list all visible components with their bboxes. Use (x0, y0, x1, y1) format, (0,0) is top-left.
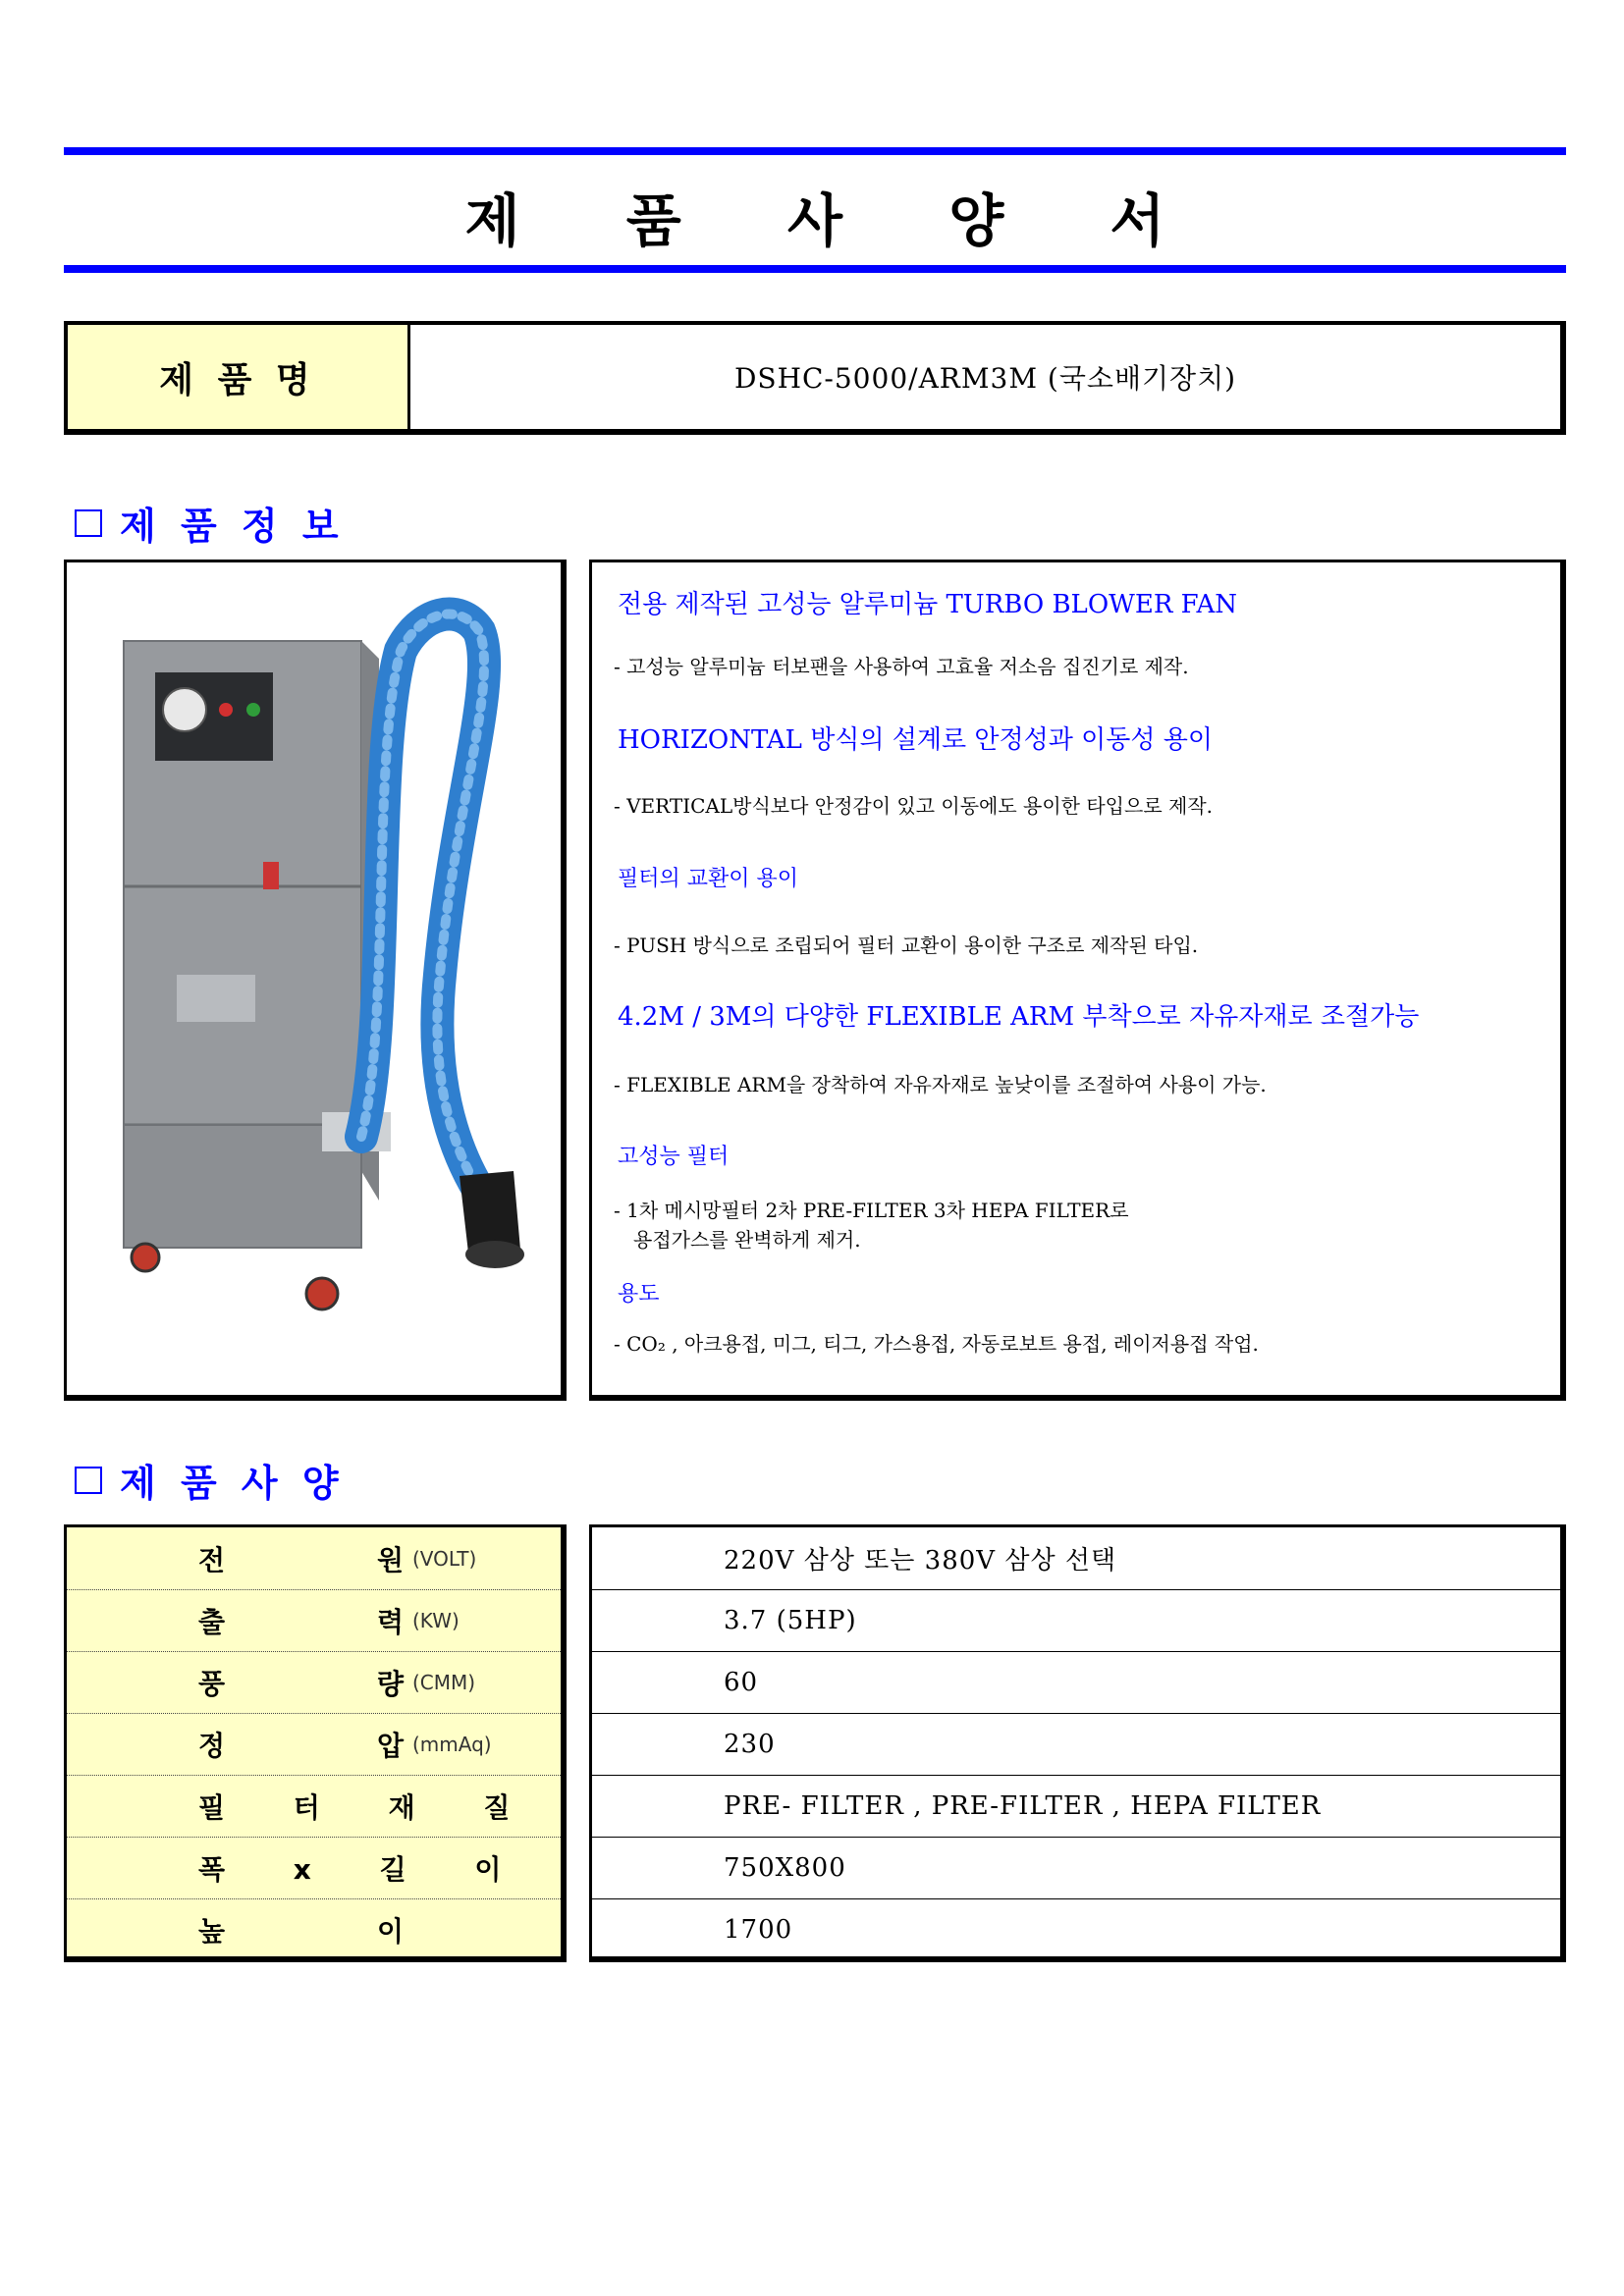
spec-label-char: 원 (377, 1543, 405, 1576)
spec-label-char: 풍 (198, 1667, 226, 1700)
product-name-value: DSHC-5000/ARM3M (국소배기장치) (733, 362, 1237, 395)
spec-label-char: 력 (377, 1605, 405, 1638)
product-photo-frame (64, 560, 567, 1401)
info-heading-2: HORIZONTAL 방식의 설계로 안정성과 이동성 용이 (618, 725, 1213, 755)
info-heading-1: 전용 제작된 고성능 알루미늄 TURBO BLOWER FAN (618, 590, 1237, 619)
spec-label: 폭 x 길 이 (198, 1852, 531, 1886)
section-product-info (75, 496, 345, 550)
info-desc-2: - VERTICAL방식보다 안정감이 있고 이동에도 용이한 타입으로 제작. (614, 794, 1213, 818)
spec-row (67, 1713, 561, 1776)
spec-value: 1700 (724, 1914, 793, 1945)
spec-unit: (KW) (412, 1608, 460, 1632)
spec-label-char: 출 (198, 1605, 226, 1638)
info-desc-4: - FLEXIBLE ARM을 장착하여 자유자재로 높낮이를 조절하여 사용이 가능. (614, 1073, 1267, 1096)
spec-label-char: 량 (377, 1667, 405, 1700)
spec-label: 필 터 재 질 (198, 1790, 540, 1824)
spec-row (67, 1837, 561, 1899)
spec-unit: (VOLT) (412, 1546, 477, 1571)
spec-value-row (592, 1713, 1560, 1776)
spec-value-row (592, 1589, 1560, 1652)
spec-row (67, 1527, 561, 1590)
section-title: 제 품 정 보 (120, 505, 345, 548)
section-title: 제 품 사 양 (120, 1462, 345, 1505)
info-desc-1: - 고성능 알루미늄 터보팬을 사용하여 고효율 저소음 집진기로 제작. (614, 655, 1189, 678)
spec-label-char: 정 (198, 1729, 226, 1762)
document-title: 제 품 사 양 서 (464, 187, 1209, 254)
info-desc-6: - CO₂ , 아크용접, 미그, 티그, 가스용접, 자동로보트 용접, 레이저용접 작업. (614, 1332, 1259, 1356)
info-desc-5b: 용접가스를 완벽하게 제거. (633, 1228, 861, 1252)
section-product-spec (75, 1453, 345, 1507)
info-heading-6: 용도 (618, 1282, 660, 1307)
spec-label-char: 높 (198, 1914, 226, 1948)
product-photo (67, 562, 558, 1393)
spec-value: 60 (724, 1667, 759, 1697)
spec-value: 3.7 (5HP) (724, 1605, 857, 1635)
spec-value: 230 (724, 1729, 776, 1759)
spec-value-row (592, 1837, 1560, 1899)
top-rule (64, 147, 1566, 155)
spec-value-row (592, 1775, 1560, 1838)
spec-value-row (592, 1898, 1560, 1960)
info-heading-5: 고성능 필터 (618, 1145, 730, 1169)
checkbox-icon (75, 1467, 102, 1494)
checkbox-icon (75, 509, 102, 537)
info-desc-3: - PUSH 방식으로 조립되어 필터 교환이 용이한 구조로 제작된 타입. (614, 934, 1199, 957)
product-name-box (64, 321, 1566, 435)
spec-value-row (592, 1527, 1560, 1590)
product-name-label: 제 품 명 (68, 325, 410, 429)
spec-label-column (64, 1524, 567, 1962)
title-underline (64, 265, 1566, 273)
spec-row (67, 1775, 561, 1838)
spec-value: 750X800 (724, 1852, 846, 1883)
spec-value-column (589, 1524, 1566, 1962)
spec-row (67, 1898, 561, 1960)
spec-row (67, 1651, 561, 1714)
spec-value: PRE- FILTER , PRE-FILTER , HEPA FILTER (724, 1790, 1322, 1821)
spec-value-row (592, 1651, 1560, 1714)
info-heading-3: 필터의 교환이 용이 (618, 867, 799, 891)
spec-row (67, 1589, 561, 1652)
spec-label-char: 압 (377, 1729, 405, 1762)
spec-label-char: 이 (377, 1914, 405, 1948)
spec-unit: (mmAq) (412, 1732, 492, 1756)
product-info-panel (589, 560, 1566, 1401)
info-desc-5: - 1차 메시망필터 2차 PRE-FILTER 3차 HEPA FILTER로 (614, 1199, 1129, 1222)
spec-unit: (CMM) (412, 1670, 476, 1694)
spec-value: 220V 삼상 또는 380V 삼상 선택 (724, 1546, 1117, 1575)
info-heading-4: 4.2M / 3M의 다양한 FLEXIBLE ARM 부착으로 자유자재로 조절가능 (618, 1002, 1420, 1032)
spec-label-char: 전 (198, 1543, 226, 1576)
